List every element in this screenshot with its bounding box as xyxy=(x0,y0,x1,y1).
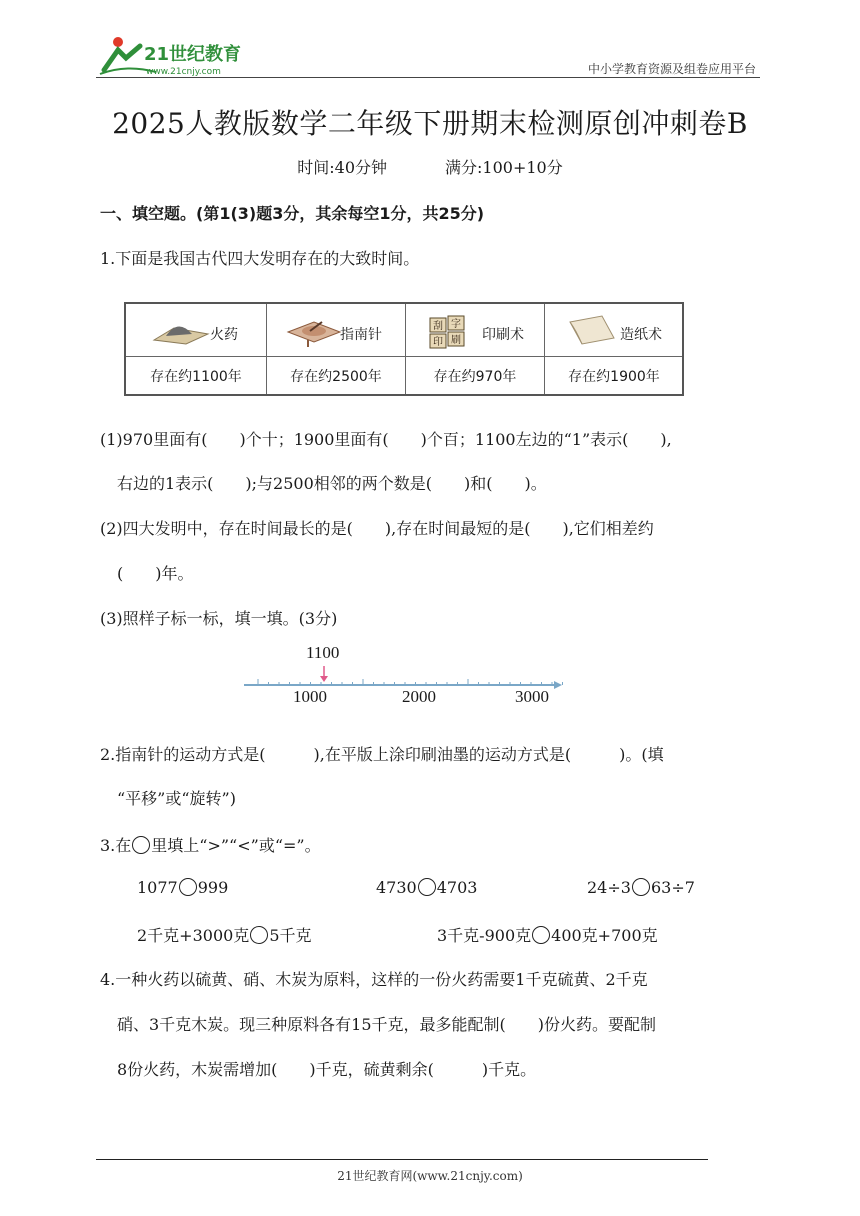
svg-text:印: 印 xyxy=(433,337,443,348)
compare-item: 2千克+3000克 5千克 xyxy=(137,926,312,945)
site-logo xyxy=(96,34,256,78)
exam-score: 满分:100+10分 xyxy=(445,158,563,177)
invention-name: 印刷术 xyxy=(482,327,524,343)
gunpowder-icon xyxy=(152,314,210,346)
compass-icon xyxy=(286,314,342,348)
q1-part2-line2: ( )年。 xyxy=(117,564,194,583)
invention-name: 造纸术 xyxy=(620,327,662,343)
tick-label: 2000 xyxy=(402,687,436,706)
invention-name: 指南针 xyxy=(340,327,382,343)
header-platform-text: 中小学教育资源及组卷应用平台 xyxy=(587,62,756,76)
q1-part2-line1: (2)四大发明中，存在时间最长的是( ),存在时间最短的是( ),它们相差约 xyxy=(100,519,654,538)
logo-url: www.21cnjy.com xyxy=(146,67,221,77)
page-title: 2025人教版数学二年级下册期末检测原创冲刺卷B xyxy=(112,107,748,140)
invention-time: 存在约1100年 xyxy=(150,369,242,385)
q1-intro: 1.下面是我国古代四大发明存在的大致时间。 xyxy=(100,249,420,268)
svg-text:刮: 刮 xyxy=(433,321,443,332)
footer-divider xyxy=(96,1159,708,1160)
compare-item: 1077 999 xyxy=(137,878,229,897)
exam-time: 时间:40分钟 xyxy=(297,158,388,177)
logo-text: 21世纪教育 xyxy=(144,44,242,65)
compare-item: 4730 4703 xyxy=(376,878,478,897)
answer-circle[interactable] xyxy=(250,926,268,944)
answer-circle[interactable] xyxy=(632,878,650,896)
header-divider xyxy=(96,77,760,78)
tick-label: 1000 xyxy=(293,687,327,706)
invention-time: 存在约970年 xyxy=(433,369,517,385)
invention-name: 火药 xyxy=(210,327,238,343)
q2-line1: 2.指南针的运动方式是( ),在平版上涂印刷油墨的运动方式是( )。(填 xyxy=(100,745,664,764)
exam-info xyxy=(0,155,860,178)
invention-time: 存在约1900年 xyxy=(568,369,660,385)
printing-icon xyxy=(428,312,474,350)
paper-icon xyxy=(566,314,618,348)
section-heading: 一、填空题。(第1(3)题3分，其余每空1分，共25分) xyxy=(100,204,485,223)
compare-circle-icon xyxy=(132,836,150,854)
q4-line3: 8份火药，木炭需增加( )千克，硫黄剩余( )千克。 xyxy=(117,1060,537,1079)
q1-part1-line2: 右边的1表示( );与2500相邻的两个数是( )和( )。 xyxy=(117,474,547,493)
arrow-head-icon xyxy=(554,681,562,689)
footer-text: 21世纪教育网(www.21cnjy.com) xyxy=(337,1169,523,1183)
invention-time: 存在约2500年 xyxy=(290,369,382,385)
q1-part3: (3)照样子标一标，填一填。(3分) xyxy=(100,609,338,628)
q2-line2: “平移”或“旋转”) xyxy=(117,789,236,808)
svg-text:刷: 刷 xyxy=(451,335,461,346)
answer-circle[interactable] xyxy=(532,926,550,944)
q1-part1-line1: (1)970里面有( )个十；1900里面有( )个百；1100左边的“1”表示( ), xyxy=(100,430,672,449)
svg-text:字: 字 xyxy=(451,319,461,330)
q4-line1: 4.一种火药以硫黄、硝、木炭为原料，这样的一份火药需要1千克硫黄、2千克 xyxy=(100,970,648,989)
compare-item: 3千克-900克 400克+700克 xyxy=(437,926,658,945)
q4-line2: 硝、3千克木炭。现三种原料各有15千克，最多能配制( )份火药。要配制 xyxy=(117,1015,657,1034)
number-line xyxy=(240,640,570,712)
answer-circle[interactable] xyxy=(179,878,197,896)
tick-label: 3000 xyxy=(515,687,549,706)
answer-circle[interactable] xyxy=(418,878,436,896)
q3-intro: 3.在 里填上“>”“<”或“=”。 xyxy=(100,836,321,855)
marker-label: 1100 xyxy=(306,643,340,662)
compare-item: 24÷3 63÷7 xyxy=(587,878,695,897)
inventions-table xyxy=(124,302,684,396)
